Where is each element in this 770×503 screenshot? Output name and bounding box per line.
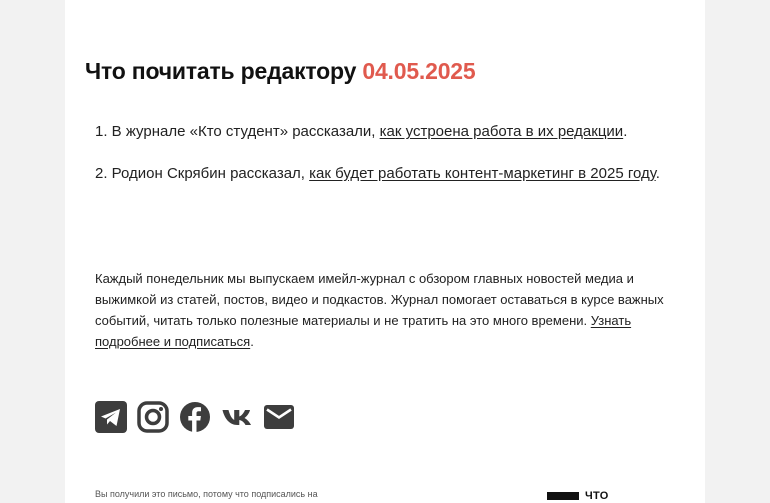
- item-suffix: .: [655, 165, 660, 182]
- description-text: Каждый понедельник мы выпускаем имейл-журнал с обзором главных новостей медиа и выжимкой из статей, постов, видео и подкастов. Журнал помогает оставаться в курсе важных событий, читать только полезные материалы и не тратить на это много времени.: [95, 271, 664, 328]
- newsletter-description: [95, 268, 677, 352]
- list-item: [95, 162, 675, 185]
- footer-note: Вы получили это письмо, потому что подписались на: [95, 489, 318, 499]
- item-suffix: .: [623, 123, 628, 140]
- social-links: [95, 401, 295, 433]
- logo-mark: [547, 492, 579, 500]
- article-link[interactable]: как устроена работа в их редакции: [379, 123, 624, 140]
- page-title: [85, 58, 476, 85]
- email-body: [65, 0, 705, 503]
- description-suffix: .: [250, 334, 254, 349]
- subscribe-link[interactable]: Узнать подробнее и подписаться: [95, 313, 632, 349]
- vk-icon[interactable]: [221, 401, 253, 433]
- item-text: 2. Родион Скрябин рассказал,: [95, 165, 310, 182]
- logo: [547, 490, 609, 502]
- facebook-icon[interactable]: [179, 401, 211, 433]
- email-icon[interactable]: [263, 401, 295, 433]
- item-text: 1. В журнале «Кто студент» рассказали,: [95, 123, 380, 140]
- instagram-icon[interactable]: [137, 401, 169, 433]
- article-link[interactable]: как будет работать контент-маркетинг в 2025 году: [309, 165, 656, 182]
- title-text: Что почитать редактору: [85, 58, 357, 84]
- list-item: [95, 120, 675, 143]
- logo-text: ЧТО: [585, 490, 609, 502]
- telegram-icon[interactable]: [95, 401, 127, 433]
- title-date: 04.05.2025: [362, 58, 476, 84]
